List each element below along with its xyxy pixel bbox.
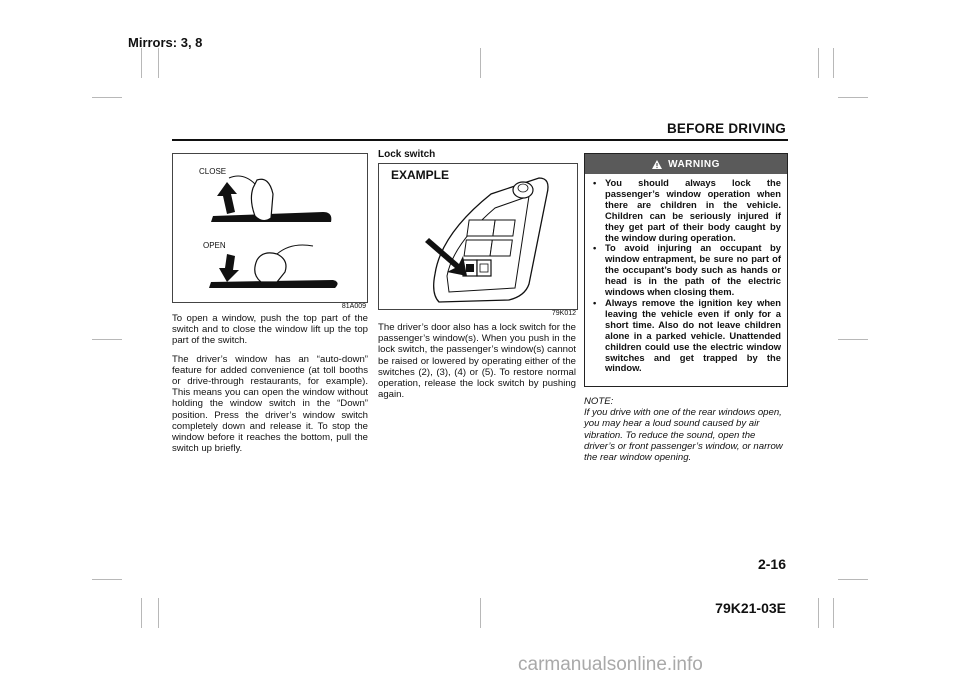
paragraph: To open a window, push the top part of the switch and to close the window lift up the top part of the switch. [172,313,368,347]
bullet-icon: • [593,177,597,188]
crop-mark [838,579,868,580]
header-rule [172,139,788,141]
figure-code: 79K012 [551,310,576,317]
crop-mark [158,48,159,78]
watermark: carmanualsonline.info [518,654,703,675]
corner-label: Mirrors: 3, 8 [128,35,203,50]
note-text: If you drive with one of the rear windows open, you may hear a loud sound caused by air vibration. To reduce the sound, open the driver’s or front passenger’s window, or narrow the rear window opening. [584,407,783,464]
up-arrow-icon [217,182,237,214]
figure-code: 81A009 [341,303,366,310]
warning-item: • Always remove the ignition key when leaving the vehicle even if only for a short time. Also do not leave children alone in a parked vehicle. Unattended children could use the electric window switches and get trapped by the window. [593,296,781,374]
crop-mark [833,598,834,628]
warning-box [584,153,788,387]
example-label: EXAMPLE [391,168,450,182]
column-1-text [172,313,368,461]
bullet-icon: • [593,242,597,254]
column-2-text [378,322,576,407]
crop-mark [480,48,481,78]
warning-item: • To avoid injuring an occupant by window entrapment, be sure no part of the occupant’s body such as hands or head is in the path of the electric windows when closing them. [593,242,781,298]
crop-mark [141,598,142,628]
window-switch-illustration [173,154,367,302]
crop-mark [818,598,819,628]
crop-mark [158,598,159,628]
crop-mark [141,48,142,78]
open-label: OPEN [203,241,226,250]
window-switch-figure [172,153,368,303]
paragraph: The driver’s door also has a lock switch for the passenger’s window(s). When you push in the lock switch, the passenger’s window(s) cannot be raised or lowered by operating either of the switches (2), (3), (4) or (5). To restore normal operation, release the lock switch by pushing again. [378,322,576,401]
document-code: 79K21-03E [715,600,786,616]
crop-mark [818,48,819,78]
crop-mark [92,97,122,98]
warning-triangle-icon [652,160,662,169]
warning-item: • You should always lock the passenger’s window operation when there are children in the vehicle. Children can be seriously injured if they get part of their body caught by the window during operation. [593,177,781,243]
warning-header [585,154,787,174]
paragraph: The driver’s window has an “auto-down” feature for added convenience (at toll booths or drive-through restaurants, for example). This means you can open the window without holding the window switch in the “Down” position. Press the driver’s window switch completely down and release it. To stop the window before it reaches the bottom, pull the switch up briefly. [172,353,368,455]
crop-mark [838,97,868,98]
note-label: NOTE: [584,396,614,407]
page-number: 2-16 [757,556,786,572]
crop-mark [838,339,868,340]
section-title: BEFORE DRIVING [666,121,786,136]
close-label: CLOSE [199,167,227,176]
crop-mark [92,339,122,340]
lock-switch-illustration [379,164,577,309]
warning-list [591,178,781,374]
note [584,396,788,463]
crop-mark [92,579,122,580]
lock-switch-heading: Lock switch [378,149,436,160]
down-arrow-icon [219,254,239,282]
lock-switch-figure [378,163,578,310]
crop-mark [480,598,481,628]
crop-mark [833,48,834,78]
warning-title: WARNING [668,158,720,170]
bullet-icon: • [593,296,597,308]
